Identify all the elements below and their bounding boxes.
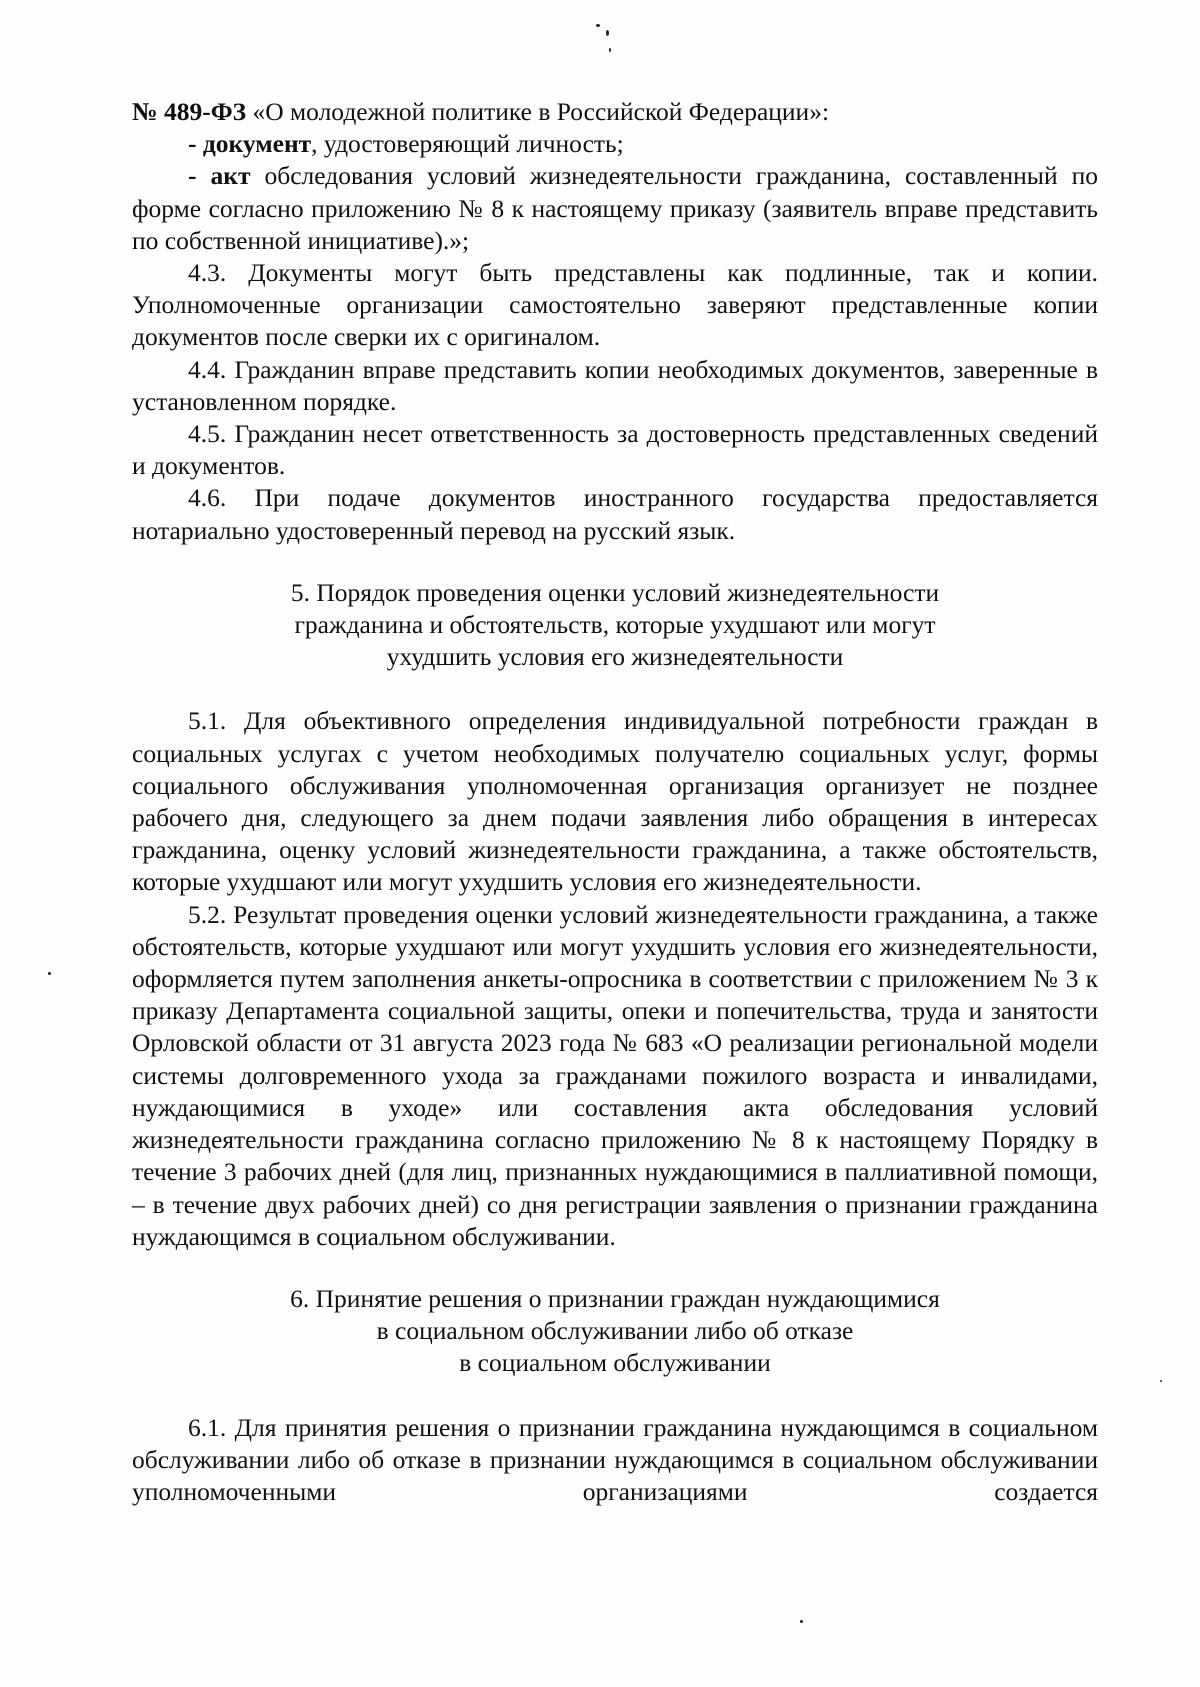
paragraph-text: , удостоверяющий личность; [311,129,624,159]
list-item-inspection-act [132,160,1098,257]
scan-speck [800,1620,803,1623]
heading-line: гражданина и обстоятельств, которые ухудшают или могут [294,610,936,640]
document-body [132,96,1098,1508]
scan-speck [606,30,609,36]
paragraph-text: обследования условий жизнедеятельности гражданина, составленный по форме согласно приложению № 8 к настоящему приказу (заявитель вправе представить по собственной инициативе).»; [132,161,1098,255]
heading-line: в социальном обслуживании либо об отказе [376,1316,854,1346]
heading-line: 5. Порядок проведения оценки условий жизнедеятельности [290,577,940,607]
list-item-identity-document [132,128,1098,160]
clause-5-2: 5.2. Результат проведения оценки условий жизнедеятельности гражданина, а также обстоятельств, которые ухудшают или могут ухудшить условия его жизнедеятельности, оформляется путем заполнения анкеты-опросника в соответствии с приложением № 3 к приказу Департамента социальной защиты, опеки и попечительства, труда и занятости Орловской области от 31 августа 2023 года № 683 «О реализации региональной модели системы долговременного ухода за гражданами пожилого возраста и инвалидами, нуждающимися в уходе» или составления акта обследования условий жизнедеятельности гражданина согласно приложению № 8 к настоящему Порядку в течение 3 рабочих дней (для лиц, признанных нуждающимися в паллиативной помощи, – в течение двух рабочих дней) со дня регистрации заявления о признании гражданина нуждающимся в социальном обслуживании. [132,899,1098,1251]
clause-6-1: 6.1. Для принятия решения о признании гражданина нуждающимся в социальном обслуживании либо об отказе в признании нуждающимся в социальном обслуживании уполномоченными организациями создается [132,1412,1098,1506]
clause-4-5: 4.5. Гражданин несет ответственность за достоверность представленных сведений и документов. [132,419,1098,481]
paragraph-text: «О молодежной политике в Российской Федерации»: [246,97,830,126]
clause-4-6: 4.6. При подаче документов иностранного государства предоставляется нотариально удостоверенный перевод на русский язык. [132,483,1098,545]
scan-speck [596,24,600,27]
scan-speck [48,972,51,975]
scan-speck [1160,1380,1162,1382]
clause-4-4: 4.4. Гражданин вправе представить копии необходимых документов, заверенные в установленном порядке. [132,354,1098,416]
law-number: № 489-ФЗ [132,97,247,126]
section-5-heading [132,577,1098,674]
heading-line: в социальном обслуживании [459,1348,771,1378]
heading-line: 6. Принятие решения о признании граждан нуждающимися [290,1283,940,1313]
heading-line: ухудшить условия его жизнедеятельности [386,642,844,672]
paragraph-law-reference [132,96,1098,128]
clause-4-3: 4.3. Документы могут быть представлены как подлинные, так и копии. Уполномоченные организации самостоятельно заверяют представленные копии документов после сверки их с оригиналом. [132,258,1098,352]
section-6-heading [132,1283,1098,1380]
list-item-lead: - акт [188,161,251,191]
clause-5-1: 5.1. Для объективного определения индивидуальной потребности граждан в социальных услугах с учетом необходимых получателю социальных услуг, формы социального обслуживания уполномоченная организация организует не позднее рабочего дня, следующего за днем подачи заявления либо обращения в интересах гражданина, оценку условий жизнедеятельности гражданина, а также обстоятельств, которые ухудшают или могут ухудшить условия его жизнедеятельности. [132,706,1098,897]
scan-speck [609,48,611,52]
list-item-lead: - документ [188,129,312,159]
